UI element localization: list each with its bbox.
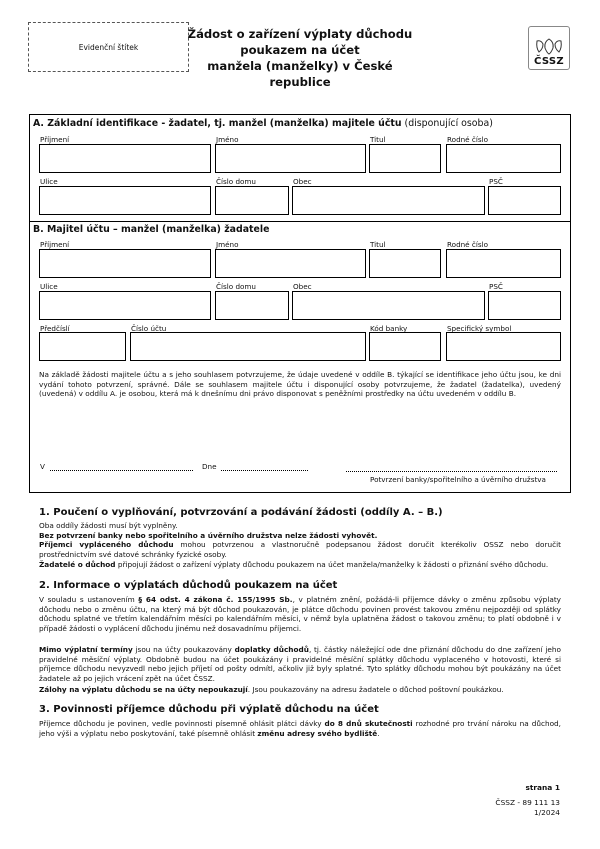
- a-house-number-field[interactable]: [215, 186, 289, 215]
- b-account-prefix-field[interactable]: [39, 332, 126, 361]
- title-line-1: Žádost o zařízení výplaty důchodu: [187, 27, 413, 41]
- info-1-body: Oba oddíly žádosti musí být vyplněny. Bez potvrzení banky nebo spořitelního a úvěrního družstva nelze žádosti vyhovět. Příjemci vypláceného důchodu mohou potvrzenou a vlastnoručně podepsanou žádost doručit kterékoliv OSSZ nebo doručit prostřednictvím své datové schránky fyzické osoby. Žadatelé o důchod připojují žádost o zařízení výplaty důchodu poukazem na účet manžela/manželky k žádosti o přiznání svého důchodu.: [39, 521, 561, 569]
- form-version: 1/2024: [533, 808, 560, 817]
- logo-text: ČSSZ: [534, 56, 564, 67]
- b-house-number-label: Číslo domu: [216, 282, 256, 291]
- b-account-number-field[interactable]: [130, 332, 366, 361]
- info-2-paragraph-3: Zálohy na výplatu důchodu se na účty nepoukazují. Jsou poukazovány na adresu žadatele o důchod poštovní poukázkou.: [39, 685, 504, 694]
- b-house-number-field[interactable]: [215, 291, 289, 320]
- section-a-title: A. Základní identifikace - žadatel, tj. manžel (manželka) majitele účtu (disponující osoba): [33, 118, 493, 129]
- a-name-label: Jméno: [216, 135, 239, 144]
- a-name-field[interactable]: [215, 144, 366, 173]
- title-line-3: manžela (manželky) v České republice: [207, 59, 393, 89]
- b-bank-code-field[interactable]: [369, 332, 441, 361]
- a-zip-label: PSČ: [489, 177, 503, 186]
- page-number: strana 1: [525, 783, 560, 792]
- place-input-line[interactable]: [50, 470, 193, 471]
- consent-paragraph: Na základě žádosti majitele účtu a s jeho souhlasem potvrzujeme, že údaje uvedené v oddíle B. týkající se identifikace jeho účtu jsou, ke dni vydání tohoto potvrzení, správné. Dále se souhlasem majitele účtu i disponující osoby potvrzujeme, že žadatel (žadatelka), uvedený (uvedená) v oddílu A. je osobou, která má k dnešnímu dni právo disponovat s peněžními prostředky na účtu uvedeném v oddílu B.: [39, 370, 561, 399]
- b-surname-label: Příjmení: [40, 240, 70, 249]
- b-title-field[interactable]: [369, 249, 441, 278]
- b-bank-code-label: Kód banky: [370, 324, 408, 333]
- b-city-field[interactable]: [292, 291, 485, 320]
- a-title-label: Titul: [370, 135, 386, 144]
- bank-signature-line[interactable]: [346, 471, 557, 472]
- linden-leaf-icon: [534, 38, 564, 56]
- a-surname-field[interactable]: [39, 144, 211, 173]
- cssz-logo: [528, 26, 570, 70]
- info-2-paragraph-1: V souladu s ustanovením § 64 odst. 4 zákona č. 155/1995 Sb., v platném znění, požádá-li příjemce dávky o změnu způsobu výplaty důchodu nebo o změnu účtu, na který má být důchod poukazován, je plátce důchodu povinen provést takovou změnu nejpozději od splátky důchodu splatné ve třetím kalendářním měsíci po kalendářním měsíci, v němž byla uplatněna žádost o takovou změnu; to platí obdobně i v případě žádosti o vyplácení důchodu jinému než dosavadnímu příjemci.: [39, 595, 561, 634]
- b-specific-symbol-label: Specifický symbol: [447, 324, 512, 333]
- info-3-paragraph: Příjemce důchodu je povinen, vedle povinnosti písemně ohlásit plátci dávky do 8 dnů skutečnosti rozhodné pro trvání nároku na důchod, jeho výši a výplatu nebo poskytování, také písemně ohlásit změnu adresy svého bydliště.: [39, 719, 561, 738]
- b-title-label: Titul: [370, 240, 386, 249]
- bank-confirmation-label: Potvrzení banky/spořitelního a úvěrního družstva: [370, 475, 546, 484]
- b-name-label: Jméno: [216, 240, 239, 249]
- registration-stamp-box: [28, 22, 189, 72]
- a-surname-label: Příjmení: [40, 135, 70, 144]
- info-2-title: 2. Informace o výplatách důchodů poukazem na účet: [39, 580, 338, 591]
- a-birth-number-field[interactable]: [446, 144, 561, 173]
- b-zip-label: PSČ: [489, 282, 503, 291]
- section-b-title: B. Majitel účtu – manžel (manželka) žadatele: [33, 224, 270, 235]
- form-code: ČSSZ - 89 111 13: [495, 797, 560, 807]
- b-account-number-label: Číslo účtu: [131, 324, 167, 333]
- date-label: Dne: [202, 462, 217, 471]
- page-footer: [495, 783, 560, 819]
- b-street-label: Ulice: [40, 282, 58, 291]
- info-2-paragraph-2: Mimo výplatní termíny jsou na účty poukazovány doplatky důchodů, tj. částky náležející ode dne přiznání důchodu do dne zařízení jeho pravidelné měsíční výplaty. Obdobně budou na účet poukázány i pravidelné měsíční splátky důchodu vyplaceného v hotovosti, které si příjemce důchodu nevyzvedl nebo jejich příjetí od pošty odmítl, ačkoliv již byly splatné. Tyto splátky důchodu mohou být poukázány na účet žadatele až po jejich vrácení zpět na účet ČSSZ.: [39, 645, 561, 684]
- stamp-label: Evidenční štítek: [78, 42, 139, 52]
- b-birth-number-field[interactable]: [446, 249, 561, 278]
- place-label: V: [40, 462, 45, 471]
- b-city-label: Obec: [293, 282, 312, 291]
- a-street-field[interactable]: [39, 186, 211, 215]
- a-city-label: Obec: [293, 177, 312, 186]
- info-1-title: 1. Poučení o vyplňování, potvrzování a podávání žádosti (oddíly A. – B.): [39, 507, 443, 518]
- b-street-field[interactable]: [39, 291, 211, 320]
- info-3-title: 3. Povinnosti příjemce důchodu při výplatě důchodu na účet: [39, 704, 379, 715]
- b-account-prefix-label: Předčíslí: [40, 324, 70, 333]
- a-birth-number-label: Rodné číslo: [447, 135, 488, 144]
- date-input-line[interactable]: [221, 470, 308, 471]
- title-line-2: poukazem na účet: [240, 43, 360, 57]
- b-surname-field[interactable]: [39, 249, 211, 278]
- form-title: [182, 26, 418, 90]
- a-house-number-label: Číslo domu: [216, 177, 256, 186]
- a-zip-field[interactable]: [488, 186, 561, 215]
- b-specific-symbol-field[interactable]: [446, 332, 561, 361]
- a-title-field[interactable]: [369, 144, 441, 173]
- b-birth-number-label: Rodné číslo: [447, 240, 488, 249]
- a-street-label: Ulice: [40, 177, 58, 186]
- a-city-field[interactable]: [292, 186, 485, 215]
- b-name-field[interactable]: [215, 249, 366, 278]
- section-divider: [29, 221, 571, 222]
- b-zip-field[interactable]: [488, 291, 561, 320]
